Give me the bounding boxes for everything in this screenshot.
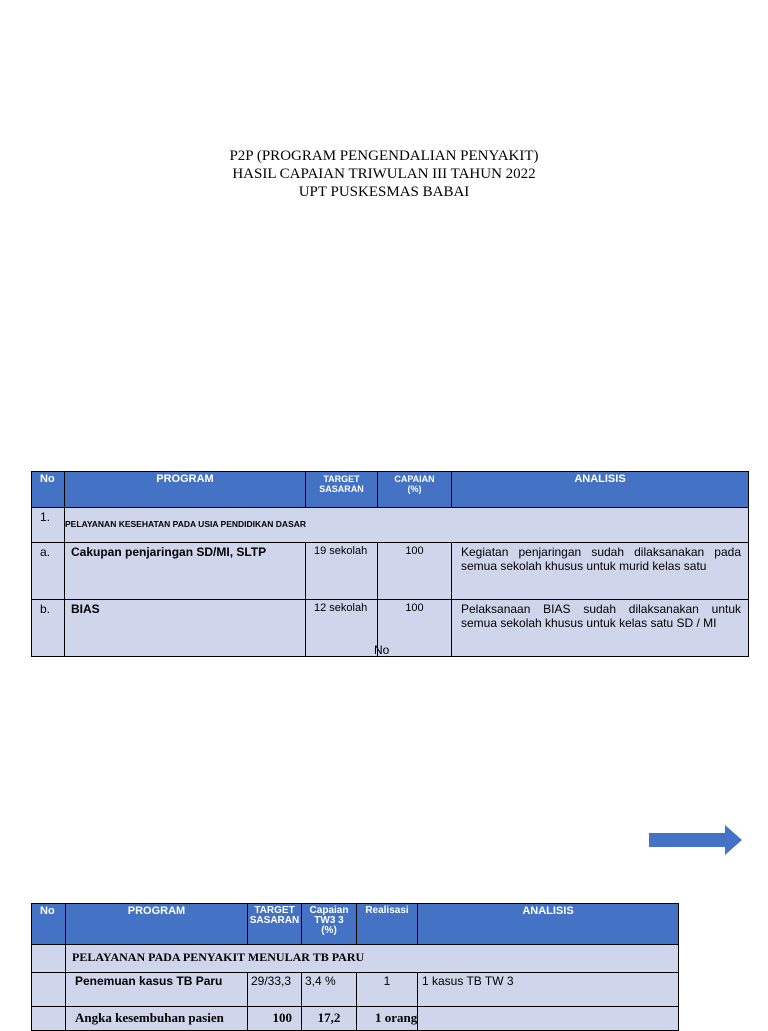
table-row: [32, 543, 749, 600]
row-analisis: Kegiatan penjaringan sudah dilaksanakan pada semua sekolah khusus untuk murid kelas satu: [452, 543, 749, 600]
row-number: a.: [32, 543, 65, 600]
row-number: b.: [32, 600, 65, 657]
table-row: [32, 600, 749, 657]
row-analisis: Pelaksanaan BIAS sudah dilaksanakan untuk semua sekolah khusus untuk kelas satu SD / MI: [452, 600, 749, 657]
right-arrow-icon: [649, 825, 742, 855]
header-no: No: [32, 904, 66, 945]
table-header-row: [32, 904, 679, 945]
header-no: No: [32, 472, 65, 508]
title-line-2: HASIL CAPAIAN TRIWULAN III TAHUN 2022: [232, 166, 536, 182]
title-line-3: UPT PUSKESMAS BABAI: [298, 184, 470, 200]
program-table-2: [31, 903, 679, 1031]
section-label: PELAYANAN KESEHATAN PADA USIA PENDIDIKAN DASAR: [65, 508, 749, 543]
header-target: TARGET SASARAN: [248, 904, 302, 945]
header-program: PROGRAM: [66, 904, 248, 945]
page-title: [0, 147, 768, 201]
row-target: 100: [248, 1007, 302, 1031]
row-capaian: 3,4 %: [302, 973, 357, 1007]
row-realisasi: 1 orang: [357, 1007, 418, 1031]
section-row: [32, 945, 679, 973]
header-analisis: ANALISIS: [418, 904, 679, 945]
table-row: [32, 1007, 679, 1031]
row-capaian: 100: [378, 543, 452, 600]
stray-label: No: [374, 643, 390, 657]
title-line-1: P2P (PROGRAM PENGENDALIAN PENYAKIT): [229, 148, 539, 164]
row-program: Cakupan penjaringan SD/MI, SLTP: [65, 543, 306, 600]
row-analisis: [418, 1007, 679, 1031]
row-analisis: 1 kasus TB TW 3: [418, 973, 679, 1007]
header-capaian: CAPAIAN (%): [378, 472, 452, 508]
section-row: [32, 508, 749, 543]
table-header-row: [32, 472, 749, 508]
header-target: TARGET SASARAN: [306, 472, 378, 508]
section-number: [32, 945, 66, 973]
row-capaian: 17,2: [302, 1007, 357, 1031]
row-program: Penemuan kasus TB Paru: [66, 973, 248, 1007]
header-realisasi: Realisasi: [357, 904, 418, 945]
header-capaian: Capaian TW3 3 (%): [302, 904, 357, 945]
row-capaian: 100: [378, 600, 452, 657]
program-table-1: [31, 471, 749, 657]
row-program: Angka kesembuhan pasien: [66, 1007, 248, 1031]
table-row: [32, 973, 679, 1007]
header-program: PROGRAM: [65, 472, 306, 508]
row-target: 29/33,3: [248, 973, 302, 1007]
section-label: PELAYANAN PADA PENYAKIT MENULAR TB PARU: [66, 945, 679, 973]
row-number: [32, 1007, 66, 1031]
header-analisis: ANALISIS: [452, 472, 749, 508]
row-program: BIAS: [65, 600, 306, 657]
row-realisasi: 1: [357, 973, 418, 1007]
row-target: 19 sekolah: [306, 543, 378, 600]
row-target: 12 sekolah: [306, 600, 378, 657]
section-number: 1.: [32, 508, 65, 543]
row-number: [32, 973, 66, 1007]
